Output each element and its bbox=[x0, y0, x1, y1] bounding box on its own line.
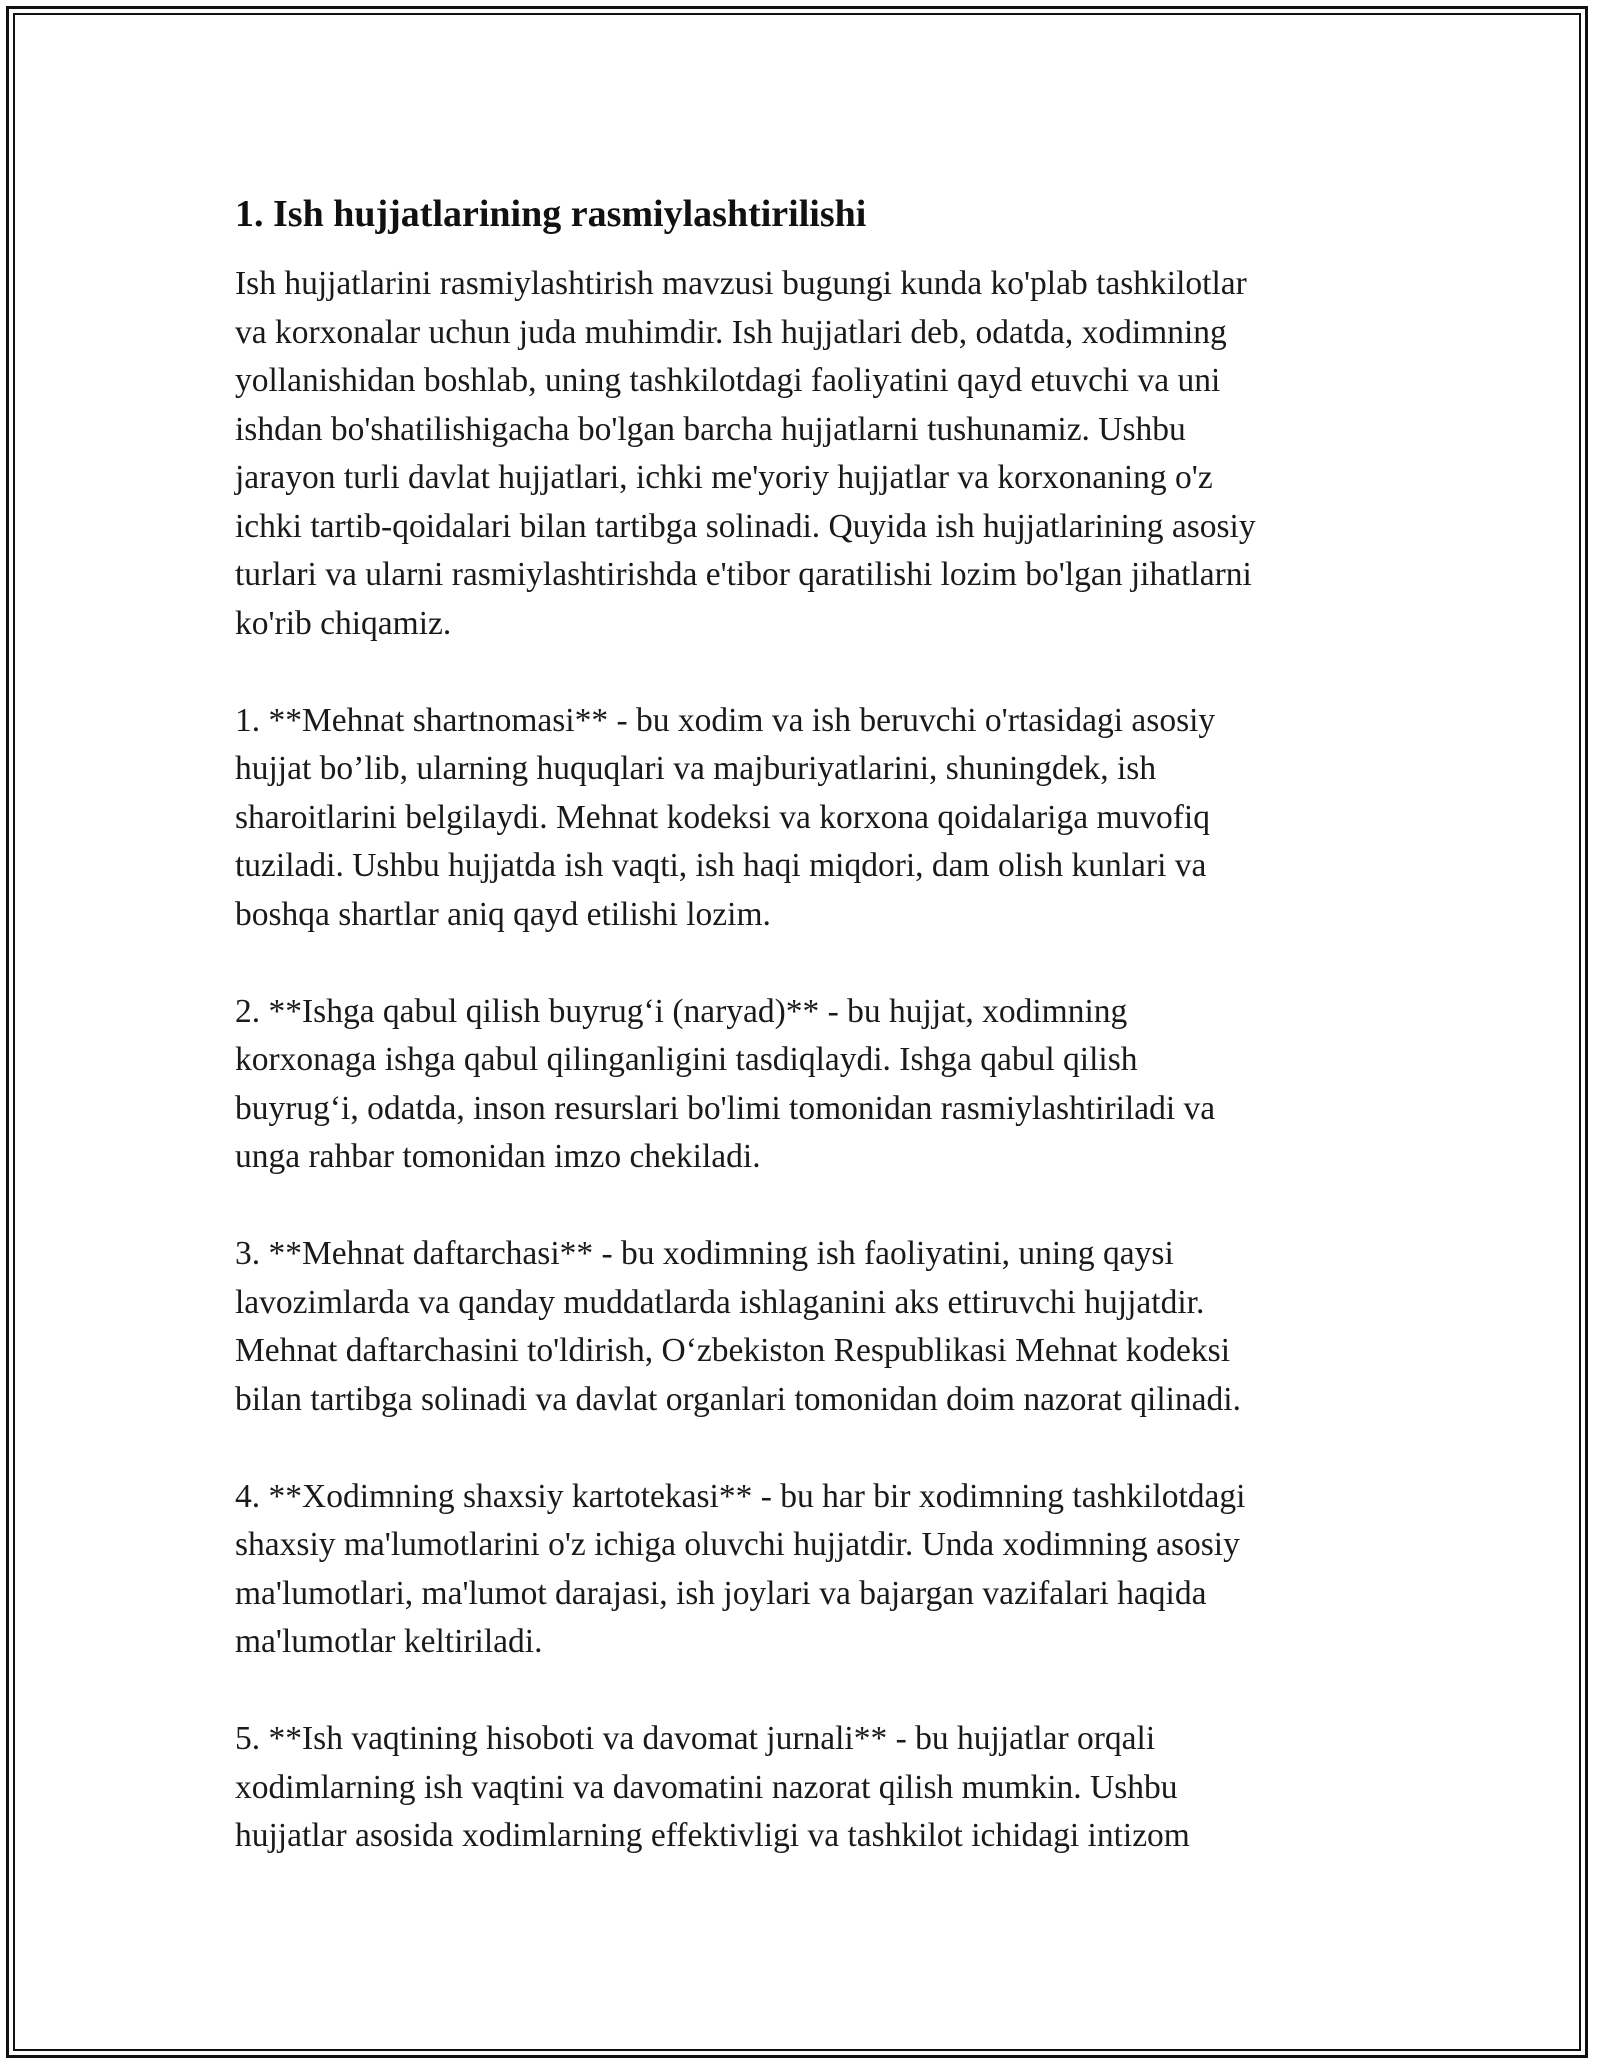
item-davomat-jurnali: 5. **Ish vaqtining hisoboti va davomat jurnali** - bu hujjatlar orqali xodimlarning ish vaqtini va davomatini nazorat qilish mumkin. Ushbu hujjatlar asosida xodimlarning effektivligi va tashkilot ichidagi intizom bbox=[235, 1720, 1190, 1854]
document-title: 1. Ish hujjatlarining rasmiylashtirilishi bbox=[235, 193, 867, 235]
document-body bbox=[235, 190, 1370, 1909]
item-ishga-qabul-buyrugi: 2. **Ishga qabul qilish buyrug‘i (naryad)** - bu hujjat, xodimning korxonaga ishga qabul qilinganligini tasdiqlaydi. Ishga qabul qilish buyrug‘i, odatda, inson resurslari bo'limi tomonidan rasmiylashtiriladi va unga rahbar tomonidan imzo chekiladi. bbox=[235, 992, 1216, 1175]
intro-paragraph: Ish hujjatlarini rasmiylashtirish mavzusi bugungi kunda ko'plab tashkilotlar va korxonalar uchun juda muhimdir. Ish hujjatlari deb, odatda, xodimning yollanishidan boshlab, uning tashkilotdagi faoliyatini qayd etuvchi va uni ishdan bo'shatilishigacha bo'lgan barcha hujjatlarni tushunamiz. Ushbu jarayon turli davlat hujjatlari, ichki me'yoriy hujjatlar va korxonaning o'z ichki tartib-qoidalari bilan tartibga solinadi. Quyida ish hujjatlarining asosiy turlari va ularni rasmiylashtirishda e'tibor qaratilishi lozim bo'lgan jihatlarni ko'rib chiqamiz. bbox=[235, 265, 1256, 642]
item-mehnat-shartnomasi: 1. **Mehnat shartnomasi** - bu xodim va ish beruvchi o'rtasidagi asosiy hujjat bo’lib, ularning huquqlari va majburiyatlarini, shuningdek, ish sharoitlarini belgilaydi. Mehnat kodeksi va korxona qoidalariga muvofiq tuziladi. Ushbu hujjatda ish vaqti, ish haqi miqdori, dam olish kunlari va boshqa shartlar aniq qayd etilishi lozim. bbox=[235, 701, 1216, 933]
item-mehnat-daftarchasi: 3. **Mehnat daftarchasi** - bu xodimning ish faoliyatini, uning qaysi lavozimlarda va qanday muddatlarda ishlaganini aks ettiruvchi hujjatdir. Mehnat daftarchasini to'ldirish, O‘zbekiston Respublikasi Mehnat kodeksi bilan tartibga solinadi va davlat organlari tomonidan doim nazorat qilinadi. bbox=[235, 1235, 1241, 1418]
item-shaxsiy-kartoteka: 4. **Xodimning shaxsiy kartotekasi** - bu har bir xodimning tashkilotdagi shaxsiy ma'lumotlarini o'z ichiga oluvchi hujjatdir. Unda xodimning asosiy ma'lumotlari, ma'lumot darajasi, ish joylari va bajargan vazifalari haqida ma'lumotlar keltiriladi. bbox=[235, 1477, 1246, 1660]
